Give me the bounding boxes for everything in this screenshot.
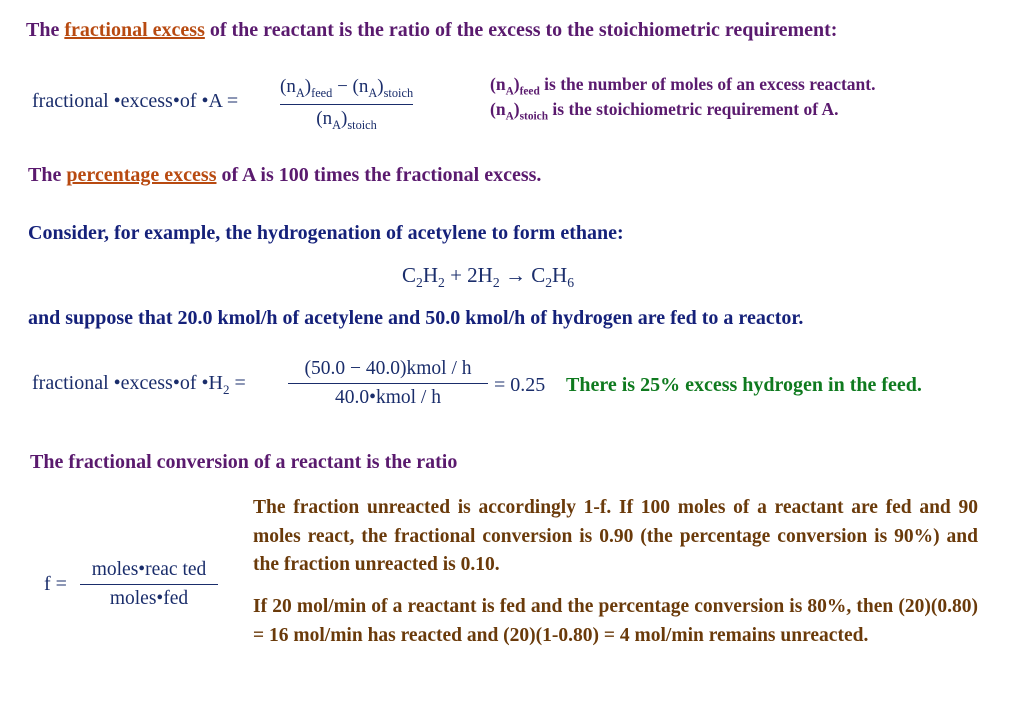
eq2-fraction-bar xyxy=(288,383,488,384)
note-feed: $(n_A)_{feed}$ is the number of moles of an excess reactant. xyxy=(490,74,876,98)
intro-prefix: The xyxy=(26,19,60,41)
eq1-numerator: $(n_A)_{feed} - (n_A)_{stoich}$ xyxy=(280,76,414,100)
eq1-lhs: fractional •excess•of •A = xyxy=(32,90,239,112)
eq2-lhs: fractional •excess•of $•H_2$ = xyxy=(32,372,246,397)
eq2-result: = 0.25 xyxy=(494,374,546,396)
eq1-denominator: $(n_A)_{stoich}$ xyxy=(316,107,377,132)
eq3-numerator: moles•reac ted xyxy=(91,559,207,580)
eq3-fraction xyxy=(80,559,218,610)
conversion-intro: The fractional conversion of a reactant is the ratio xyxy=(30,451,458,473)
suppose-line: and suppose that 20.0 kmol/h of acetylene and 50.0 kmol/h of hydrogen are fed to a reactor. xyxy=(28,307,804,329)
eq3-fraction-bar xyxy=(80,584,218,585)
paragraph-fraction-unreacted: The fraction unreacted is accordingly 1-f. If 100 moles of a reactant are fed and 90 moles react, the fractional conversion is 0.90 (the percentage conversion is 90%) and the fraction unreacted is 0.10. xyxy=(253,497,978,575)
eq3-lhs: f = xyxy=(44,573,67,595)
note-stoich: $(n_A)_{stoich}$ is the stoichiometric requirement of A. xyxy=(490,99,839,123)
reaction-equation: $C_2H_2 + 2H_2 \to C_2H_6$ xyxy=(402,263,575,291)
eq3-denominator: moles•fed xyxy=(109,588,189,609)
percentage-line: The percentage excess of A is 100 times the fractional excess. xyxy=(28,164,542,186)
consider-line: Consider, for example, the hydrogenation of acetylene to form ethane: xyxy=(28,222,624,244)
term-fractional-excess: fractional excess xyxy=(64,19,205,41)
eq1-fraction xyxy=(280,76,413,133)
term-percentage-excess: percentage excess xyxy=(66,164,217,186)
intro-rest: of the reactant is the ratio of the excess to the stoichiometric requirement: xyxy=(209,19,838,41)
eq1-fraction-bar xyxy=(280,104,413,105)
intro-line xyxy=(26,19,837,42)
paragraph-example: If 20 mol/min of a reactant is fed and the percentage conversion is 80%, then (20)(0.80) = 16 mol/min has reacted and (20)(1-0.80) = 4 mol/min remains unreacted. xyxy=(253,596,978,646)
eq2-fraction xyxy=(288,358,488,409)
eq2-denominator: 40.0•kmol / h xyxy=(335,387,441,408)
excess-note: There is 25% excess hydrogen in the feed. xyxy=(566,374,922,396)
eq2-numerator: (50.0 − 40.0)kmol / h xyxy=(304,358,472,379)
